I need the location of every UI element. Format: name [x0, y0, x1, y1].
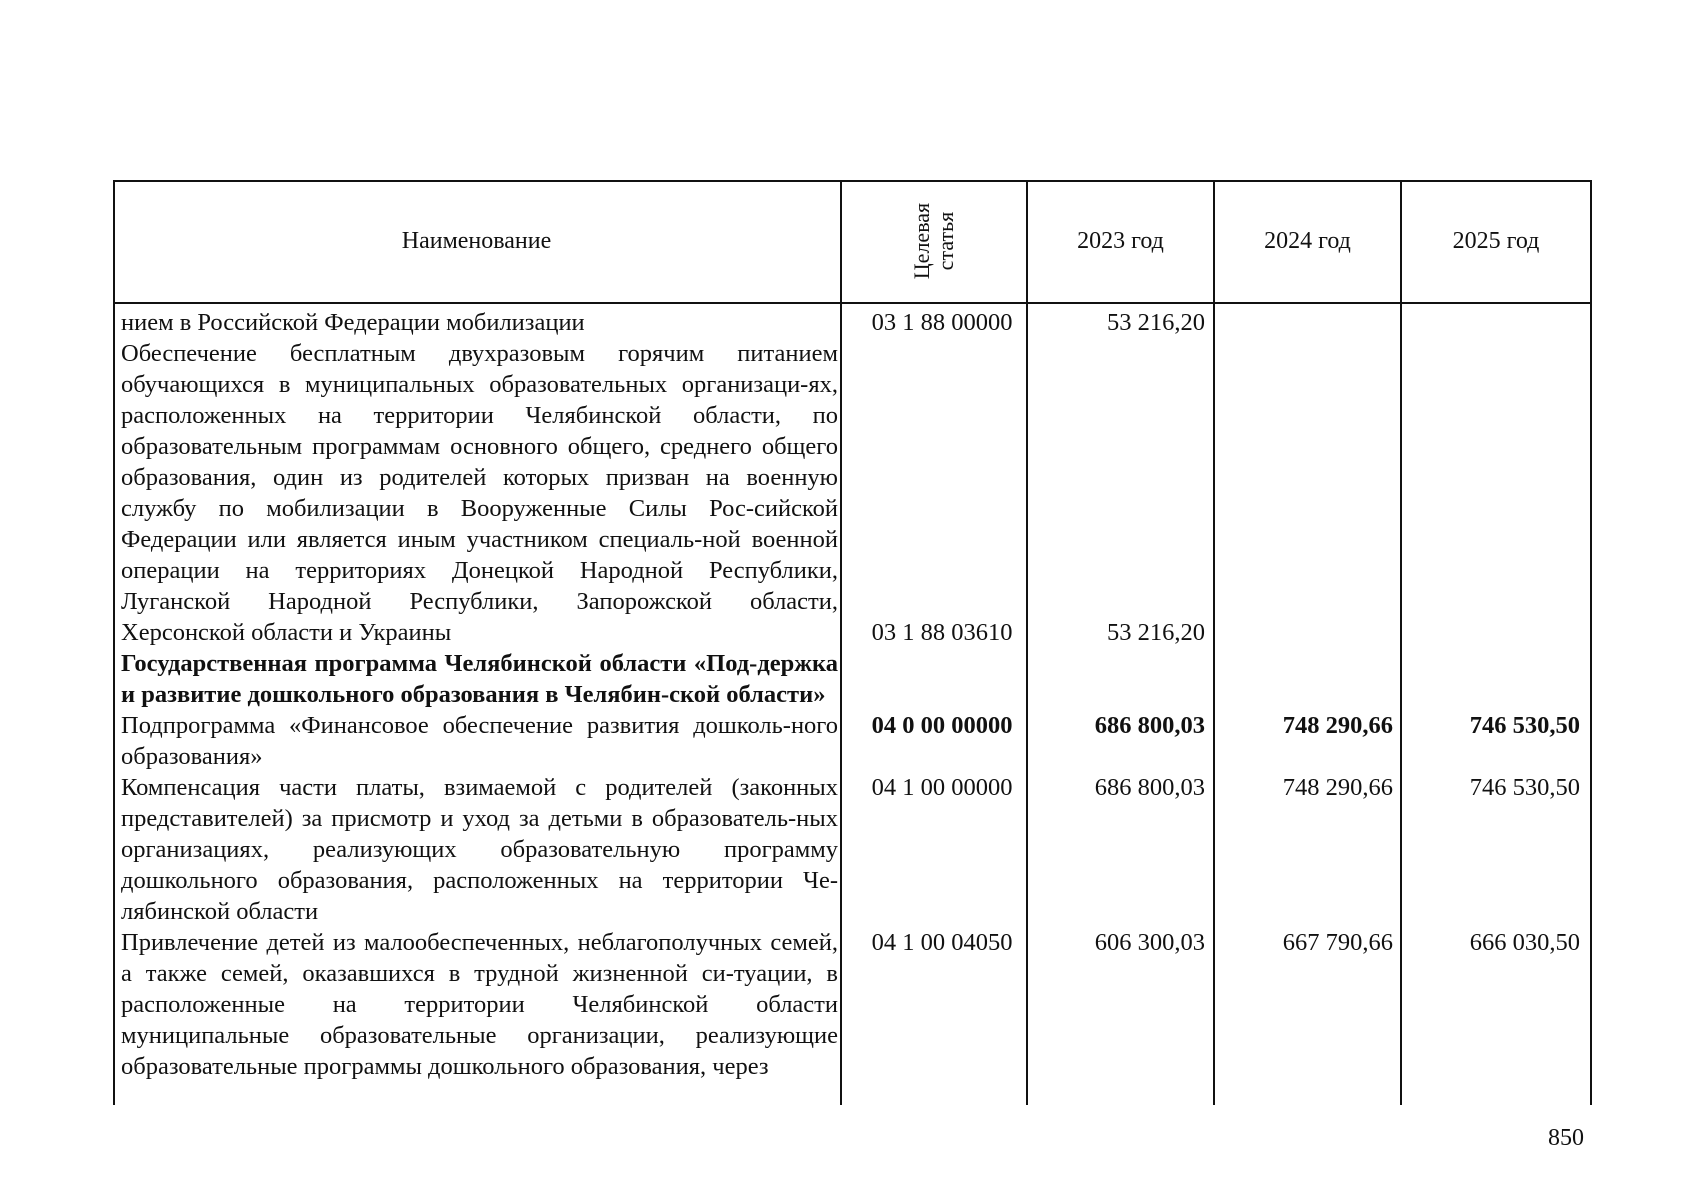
row-value-2023: 686 800,03	[1094, 774, 1205, 801]
row-code: 04 0 00 00000	[871, 712, 1013, 739]
row-value-2023: 686 800,03	[1094, 712, 1205, 739]
row-code: 04 1 00 04050	[871, 929, 1013, 956]
row-value-2023: 53 216,20	[1107, 619, 1205, 646]
row-name: Привлечение детей из малообеспеченных, неблагополучных семей, а также семей, оказавшихся в трудной жизненной си-туации, в расположенные на территории Челябинской области муниципальные образовательные организации, реализующие образовательные программы дошкольного образования, через	[121, 929, 838, 1080]
budget-table	[113, 180, 1592, 1105]
header-bottom-border	[113, 302, 1592, 304]
row-value-2025: 666 030,50	[1469, 929, 1580, 956]
row-name: Обеспечение бесплатным двухразовым горячим питанием обучающихся в муниципальных образовательных организаци-ях, расположенных на территории Челябинской области, по образовательным программам основного общего, среднего общего образования, один из родителей которых призван на военную службу по мобилизации в Вооруженные Силы Рос-сийской Федерации или является иным участником специаль-ной военной операции на территориях Донецкой Народной Республики, Луганской Народной Республики, Запорожской области, Херсонской области и Украины	[121, 340, 838, 646]
row-name: Компенсация части платы, взимаемой с родителей (законных представителей) за присмотр и уход за детьми в образователь-ных организациях, реализующих образовательную программу дошкольного образования, расположенных на территории Че-лябинской области	[121, 774, 838, 925]
row-value-2023: 53 216,20	[1107, 309, 1205, 336]
column-divider-name	[840, 180, 842, 1105]
row-value-2024: 748 290,66	[1282, 774, 1393, 801]
table-right-border	[1590, 180, 1592, 1105]
row-value-2024: 748 290,66	[1282, 712, 1393, 739]
row-code: 04 1 00 00000	[871, 774, 1013, 801]
row-code: 03 1 88 03610	[871, 619, 1013, 646]
table-left-border	[113, 180, 115, 1105]
page-number: 850	[1548, 1125, 1584, 1151]
header-target-article: Целевая статья	[909, 202, 958, 280]
column-divider-2023	[1213, 180, 1215, 1105]
name-column	[121, 307, 838, 1082]
row-name: Подпрограмма «Финансовое обеспечение развития дошколь-ного образования»	[121, 712, 838, 770]
header-2023: 2023 год	[1077, 227, 1164, 254]
column-divider-2024	[1400, 180, 1402, 1105]
row-value-2025: 746 530,50	[1469, 774, 1580, 801]
row-value-2024: 667 790,66	[1282, 929, 1393, 956]
row-value-2025: 746 530,50	[1469, 712, 1580, 739]
row-name: нием в Российской Федерации мобилизации	[121, 309, 585, 336]
header-target-article-cell	[842, 180, 1026, 302]
row-name: Государственная программа Челябинской области «Под-держка и развитие дошкольного образования в Челябин-ской области»	[121, 650, 838, 708]
header-2025: 2025 год	[1452, 227, 1540, 254]
row-code: 03 1 88 00000	[871, 309, 1013, 336]
header-2024: 2024 год	[1264, 227, 1351, 254]
row-value-2023: 606 300,03	[1094, 929, 1205, 956]
header-name: Наименование	[401, 227, 552, 254]
